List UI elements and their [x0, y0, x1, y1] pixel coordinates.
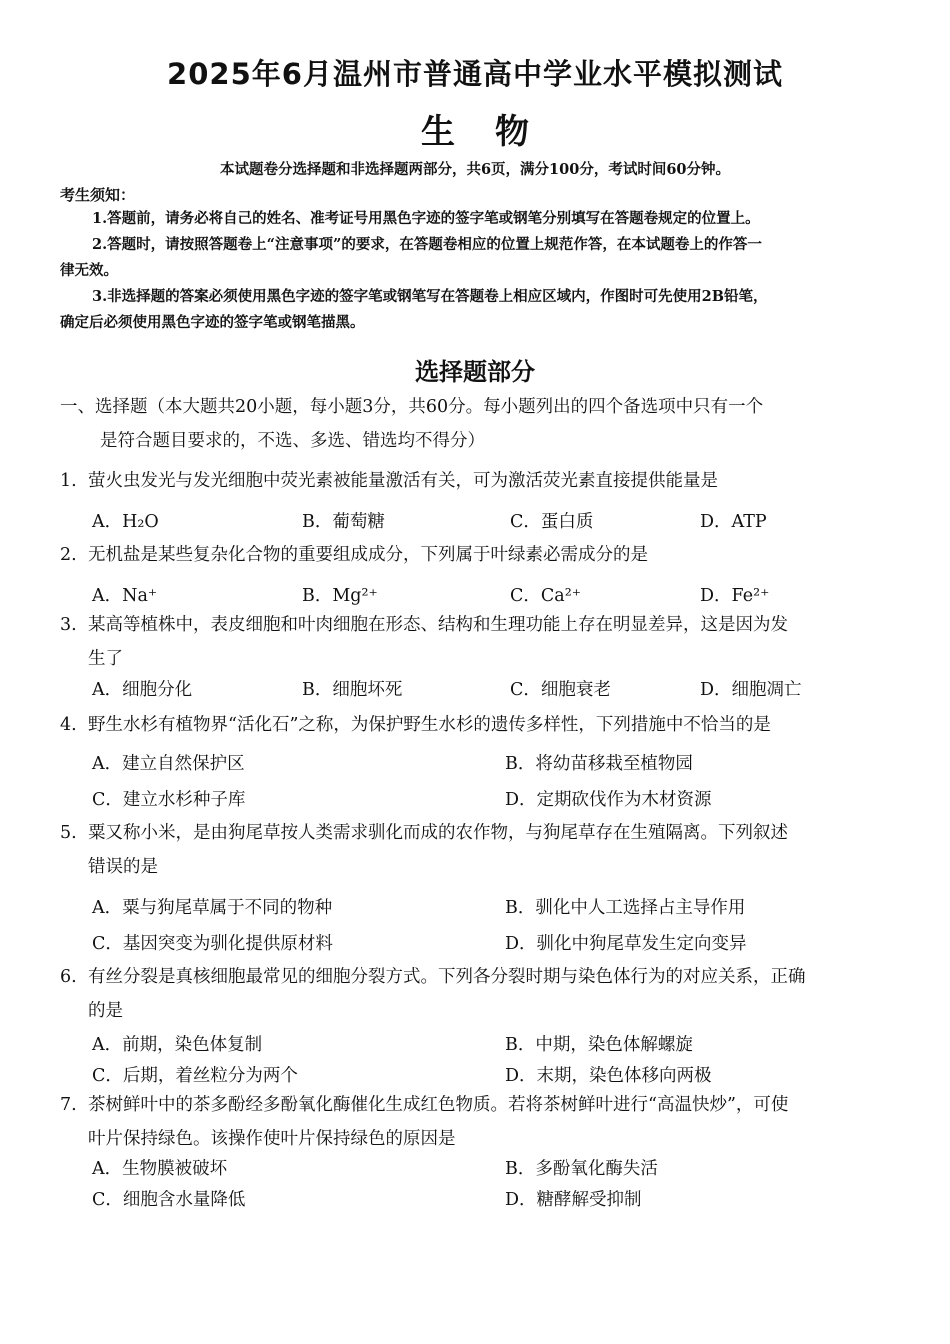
question-stem: 粟又称小米，是由狗尾草按人类需求驯化而成的农作物，与狗尾草存在生殖隔离。下列叙述: [88, 823, 788, 843]
option: D．细胞凋亡: [700, 680, 802, 700]
option: C．Ca²⁺: [510, 586, 581, 606]
option: D．糖酵解受抑制: [505, 1190, 642, 1210]
option: A．Na⁺: [92, 586, 158, 606]
option: B．多酚氧化酶失活: [505, 1159, 658, 1179]
question-number: 2.: [60, 545, 77, 565]
option-row: [92, 676, 882, 708]
option-row: [92, 750, 882, 782]
question-stem: 茶树鲜叶中的茶多酚经多酚氧化酶催化生成红色物质。若将茶树鲜叶进行“高温快炒”，可使: [88, 1095, 789, 1115]
option: D．ATP: [700, 512, 767, 532]
option-row: [92, 1186, 882, 1218]
option: C．基因突变为驯化提供原材料: [92, 934, 333, 954]
question-stem: 有丝分裂是真核细胞最常见的细胞分裂方式。下列各分裂时期与染色体行为的对应关系，正确: [88, 967, 806, 987]
question-stem-continued: 错误的是: [88, 857, 158, 877]
question-stem: 野生水杉有植物界“活化石”之称，为保护野生水杉的遗传多样性，下列措施中不恰当的是: [88, 715, 771, 735]
option: C．后期，着丝粒分为两个: [92, 1066, 298, 1086]
option: D．Fe²⁺: [700, 586, 770, 606]
question-number: 1.: [60, 471, 77, 491]
option: B．Mg²⁺: [302, 586, 378, 606]
notice-item: 1.答题前，请务必将自己的姓名、准考证号用黑色字迹的签字笔或钢笔分别填写在答题卷规定的位置上。: [92, 210, 760, 227]
part-line: 一、选择题（本大题共20小题，每小题3分，共60分。每小题列出的四个备选项中只有一个: [60, 397, 764, 417]
notice-item-continued: 律无效。: [60, 262, 118, 279]
question: [60, 708, 890, 742]
question: [60, 816, 890, 884]
notice-item-continued: 确定后必须使用黑色字迹的签字笔或钢笔描黑。: [60, 314, 365, 331]
option-row: [92, 1031, 882, 1063]
part-instructions: [60, 390, 890, 458]
notice-item: 2.答题时，请按照答题卷上“注意事项”的要求，在答题卷相应的位置上规范作答，在本试题卷上的作答一: [92, 236, 762, 253]
question-number: 5.: [60, 823, 77, 843]
question-number: 6.: [60, 967, 77, 987]
option: C．细胞含水量降低: [92, 1190, 246, 1210]
option-row: [92, 1155, 882, 1187]
option: B．细胞坏死: [302, 680, 403, 700]
option: A．细胞分化: [92, 680, 193, 700]
option: C．建立水杉种子库: [92, 790, 246, 810]
option: A．H₂O: [92, 512, 159, 532]
option: C．细胞衰老: [510, 680, 611, 700]
option-row: [92, 508, 882, 540]
question-stem: 无机盐是某些复杂化合物的重要组成成分，下列属于叶绿素必需成分的是: [88, 545, 648, 565]
option-row: [92, 894, 882, 926]
question-number: 3.: [60, 615, 77, 635]
question-stem-continued: 叶片保持绿色。该操作使叶片保持绿色的原因是: [88, 1129, 456, 1149]
option: B．驯化中人工选择占主导作用: [505, 898, 746, 918]
option: D．定期砍伐作为木材资源: [505, 790, 712, 810]
notice-heading: 考生须知：: [60, 186, 136, 204]
subject-title: 生物: [421, 112, 569, 152]
option-row: [92, 786, 882, 818]
option: B．中期，染色体解螺旋: [505, 1035, 693, 1055]
option: A．建立自然保护区: [92, 754, 245, 774]
option: D．末期，染色体移向两极: [505, 1066, 712, 1086]
question-stem-continued: 生了: [88, 649, 123, 669]
question: [60, 1088, 890, 1156]
option: A．生物膜被破坏: [92, 1159, 228, 1179]
question: [60, 538, 890, 572]
question-stem: 某高等植株中，表皮细胞和叶肉细胞在形态、结构和生理功能上存在明显差异，这是因为发: [88, 615, 788, 635]
option: A．粟与狗尾草属于不同的物种: [92, 898, 333, 918]
exam-title: 2025年6月温州市普通高中学业水平模拟测试: [167, 57, 783, 91]
notice-item: 3.非选择题的答案必须使用黑色字迹的签字笔或钢笔写在答题卷上相应区域内，作图时可先使用2B铅笔，: [92, 288, 768, 305]
question-stem: 萤火虫发光与发光细胞中荧光素被能量激活有关，可为激活荧光素直接提供能量是: [88, 471, 718, 491]
question-number: 4.: [60, 715, 77, 735]
section-title: 选择题部分: [415, 358, 535, 386]
part-line: 是符合题目要求的，不选、多选、错选均不得分）: [100, 431, 485, 451]
option: B．将幼苗移栽至植物园: [505, 754, 693, 774]
question-stem-continued: 的是: [88, 1001, 123, 1021]
question: [60, 464, 890, 498]
exam-intro: 本试题卷分选择题和非选择题两部分，共6页，满分100分，考试时间60分钟。: [219, 161, 731, 178]
option: A．前期，染色体复制: [92, 1035, 263, 1055]
option: C．蛋白质: [510, 512, 594, 532]
question-number: 7.: [60, 1095, 77, 1115]
option: D．驯化中狗尾草发生定向变异: [505, 934, 747, 954]
question: [60, 960, 890, 1028]
question: [60, 608, 890, 676]
option-row: [92, 930, 882, 962]
option: B．葡萄糖: [302, 512, 385, 532]
